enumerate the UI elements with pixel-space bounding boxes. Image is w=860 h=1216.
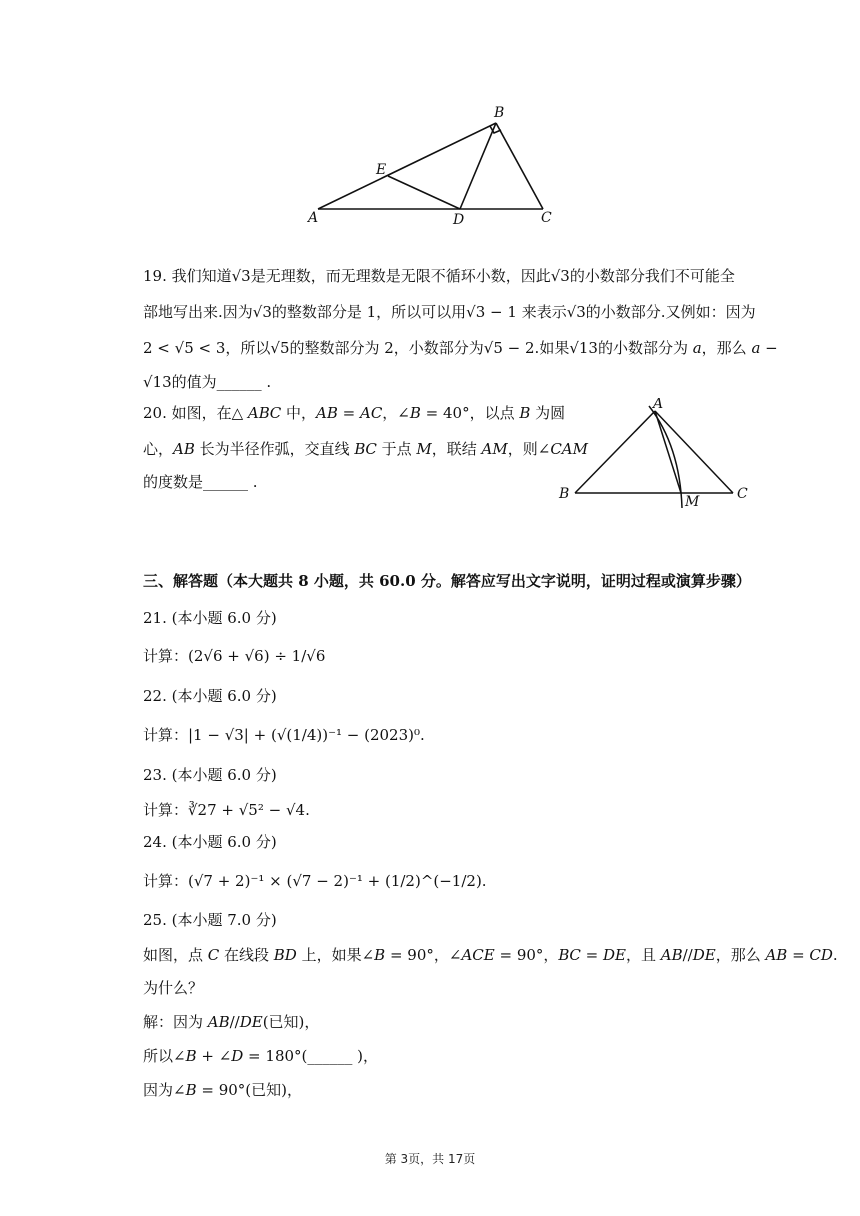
q23-number: 23. (本小题 6.0 分)	[143, 766, 277, 784]
segment-ab	[575, 411, 655, 493]
section-heading: 三、解答题（本大题共 8 小题，共 60.0 分。解答应写出文字说明，证明过程或演算步骤）	[143, 572, 751, 590]
label-e: E	[376, 162, 387, 178]
q25-number: 25. (本小题 7.0 分)	[143, 911, 277, 929]
segment-bc	[496, 123, 543, 209]
segment-ac	[655, 411, 733, 493]
q19-line-2: 部地写出来.因为√3的整数部分是 1，所以可以用√3 − 1 来表示√3的小数部分.又例如：因为	[143, 303, 756, 321]
label-b: B	[494, 105, 505, 121]
label-a: A	[653, 398, 664, 412]
q19-line-3: 2 < √5 < 3，所以√5的整数部分为 2，小数部分为√5 − 2.如果√13的小数部分为 𝑎，那么 𝑎 −	[143, 339, 778, 357]
q25-line-2: 为什么？	[143, 979, 204, 997]
segment-ed	[388, 176, 460, 209]
q25-line-5: 因为∠𝐵 = 90°(已知)，	[143, 1081, 302, 1099]
segment-bd	[460, 123, 496, 209]
figure-triangle-abc-m	[555, 398, 760, 513]
label-m: M	[685, 494, 700, 510]
q25-line-4: 所以∠𝐵 + ∠𝐷 = 180°(______ )，	[143, 1047, 378, 1065]
page-footer: 第 3页，共 17页	[384, 1152, 476, 1166]
q21-number: 21. (本小题 6.0 分)	[143, 609, 277, 627]
figure-triangle-abc-ed	[300, 98, 570, 228]
figure-1-svg	[300, 98, 570, 228]
q25-line-1: 如图，点 𝐶 在线段 𝐵𝐷 上，如果∠𝐵 = 90°，∠𝐴𝐶𝐸 = 90°，𝐵𝐶 = 𝐷𝐸，且 𝐴𝐵//𝐷𝐸，那么 𝐴𝐵 = 𝐶𝐷.	[143, 946, 838, 964]
q19-line-1: 19. 我们知道√3是无理数，而无理数是无限不循环小数，因此√3的小数部分我们不可能全	[143, 267, 735, 285]
figure-2-svg	[555, 398, 760, 513]
label-c: C	[541, 210, 552, 226]
label-d: D	[453, 212, 465, 228]
label-c: C	[737, 486, 748, 502]
q23-body: 计算：∛27 + √5² − √4.	[143, 801, 310, 819]
q22-number: 22. (本小题 6.0 分)	[143, 687, 277, 705]
q25-line-3: 解：因为 𝐴𝐵//𝐷𝐸(已知)，	[143, 1013, 320, 1031]
q22-body: 计算：|1 − √3| + (√(1/4))⁻¹ − (2023)⁰.	[143, 726, 425, 744]
segment-am	[655, 411, 681, 493]
q19-line-4: √13的值为______ .	[143, 373, 272, 391]
q20-line-2: 心，𝐴𝐵 长为半径作弧，交直线 𝐵𝐶 于点 𝑀，联结 𝐴𝑀，则∠𝐶𝐴𝑀	[143, 440, 588, 458]
q24-body: 计算：(√7 + 2)⁻¹ × (√7 − 2)⁻¹ + (1/2)^(−1/2).	[143, 872, 487, 890]
label-b: B	[559, 486, 570, 502]
q20-line-1: 20. 如图，在△ 𝐴𝐵𝐶 中，𝐴𝐵 = 𝐴𝐶，∠𝐵 = 40°，以点 𝐵 为圆	[143, 404, 566, 422]
segment-ab	[318, 123, 496, 209]
q20-line-3: 的度数是______ .	[143, 473, 258, 491]
q21-body: 计算：(2√6 + √6) ÷ 1/√6	[143, 647, 326, 665]
label-a: A	[308, 210, 319, 226]
q24-number: 24. (本小题 6.0 分)	[143, 833, 277, 851]
